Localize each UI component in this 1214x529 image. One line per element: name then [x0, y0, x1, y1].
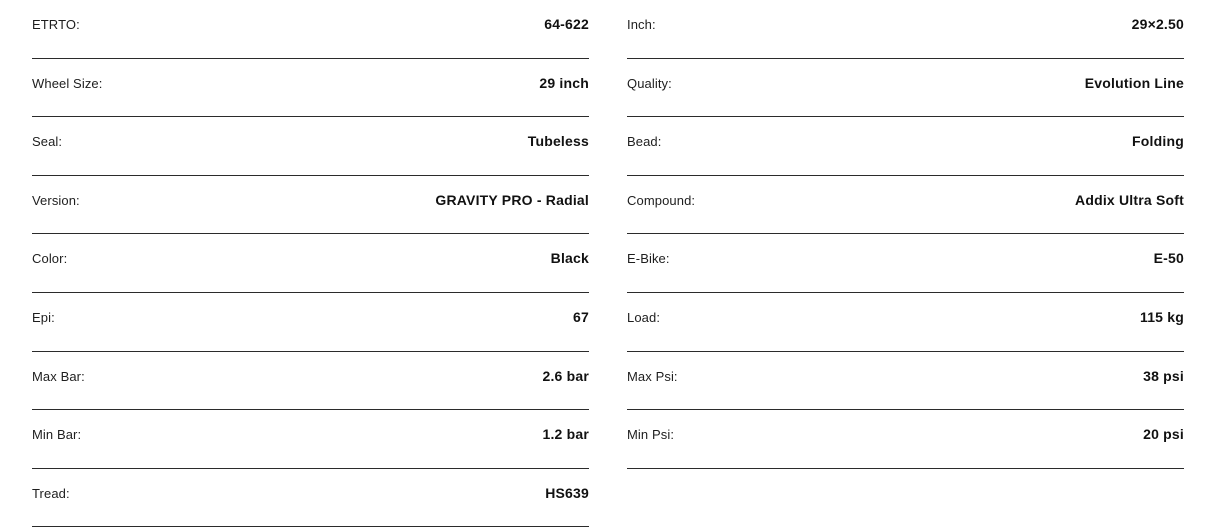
spec-value: GRAVITY PRO - Radial — [435, 191, 589, 208]
spec-row-tread — [32, 469, 589, 528]
spec-row-seal — [32, 117, 589, 176]
spec-value: 67 — [573, 308, 589, 325]
spec-label: Color: — [32, 251, 68, 267]
spec-row-compound — [627, 176, 1184, 235]
spec-value: 1.2 bar — [542, 426, 589, 443]
spec-label: Epi: — [32, 309, 55, 325]
spec-label: Load: — [627, 309, 661, 325]
spec-value: HS639 — [545, 484, 589, 501]
spec-value: Evolution Line — [1084, 74, 1184, 91]
spec-column-right — [627, 0, 1184, 469]
spec-label: Max Bar: — [32, 368, 85, 384]
spec-label: Seal: — [32, 134, 63, 150]
spec-row-min-bar — [32, 410, 589, 469]
spec-label: Wheel Size: — [32, 75, 103, 91]
spec-label: Min Bar: — [32, 427, 82, 443]
spec-row-epi — [32, 293, 589, 352]
spec-value: 20 psi — [1143, 426, 1184, 443]
spec-label: Bead: — [627, 134, 662, 150]
spec-row-wheel-size — [32, 59, 589, 118]
spec-row-min-psi — [627, 410, 1184, 469]
spec-label: Max Psi: — [627, 368, 678, 384]
spec-label: Inch: — [627, 17, 656, 32]
spec-value: 115 kg — [1139, 308, 1184, 325]
spec-value: Folding — [1132, 133, 1184, 150]
spec-value: E-50 — [1153, 250, 1184, 267]
spec-label: Min Psi: — [627, 427, 675, 443]
spec-row-color — [32, 234, 589, 293]
spec-value: 2.6 bar — [542, 367, 589, 384]
spec-label: Quality: — [627, 75, 672, 91]
spec-value: 64-622 — [544, 16, 589, 32]
spec-column-left — [32, 0, 589, 527]
spec-row-quality — [627, 59, 1184, 118]
spec-row-etrto — [32, 0, 589, 59]
spec-label: Compound: — [627, 192, 696, 208]
spec-row-bead — [627, 117, 1184, 176]
spec-row-version — [32, 176, 589, 235]
spec-value: 38 psi — [1143, 367, 1184, 384]
spec-row-inch — [627, 0, 1184, 59]
spec-value: Tubeless — [527, 133, 589, 150]
spec-label: E-Bike: — [627, 251, 670, 267]
spec-row-max-psi — [627, 352, 1184, 411]
spec-value: 29×2.50 — [1131, 16, 1184, 32]
spec-label: Tread: — [32, 485, 70, 501]
spec-label: Version: — [32, 192, 80, 208]
spec-value: Addix Ultra Soft — [1075, 191, 1184, 208]
spec-row-load — [627, 293, 1184, 352]
spec-row-e-bike — [627, 234, 1184, 293]
spec-label: ETRTO: — [32, 17, 80, 32]
spec-row-max-bar — [32, 352, 589, 411]
spec-value: 29 inch — [539, 74, 589, 91]
spec-value: Black — [550, 250, 589, 267]
